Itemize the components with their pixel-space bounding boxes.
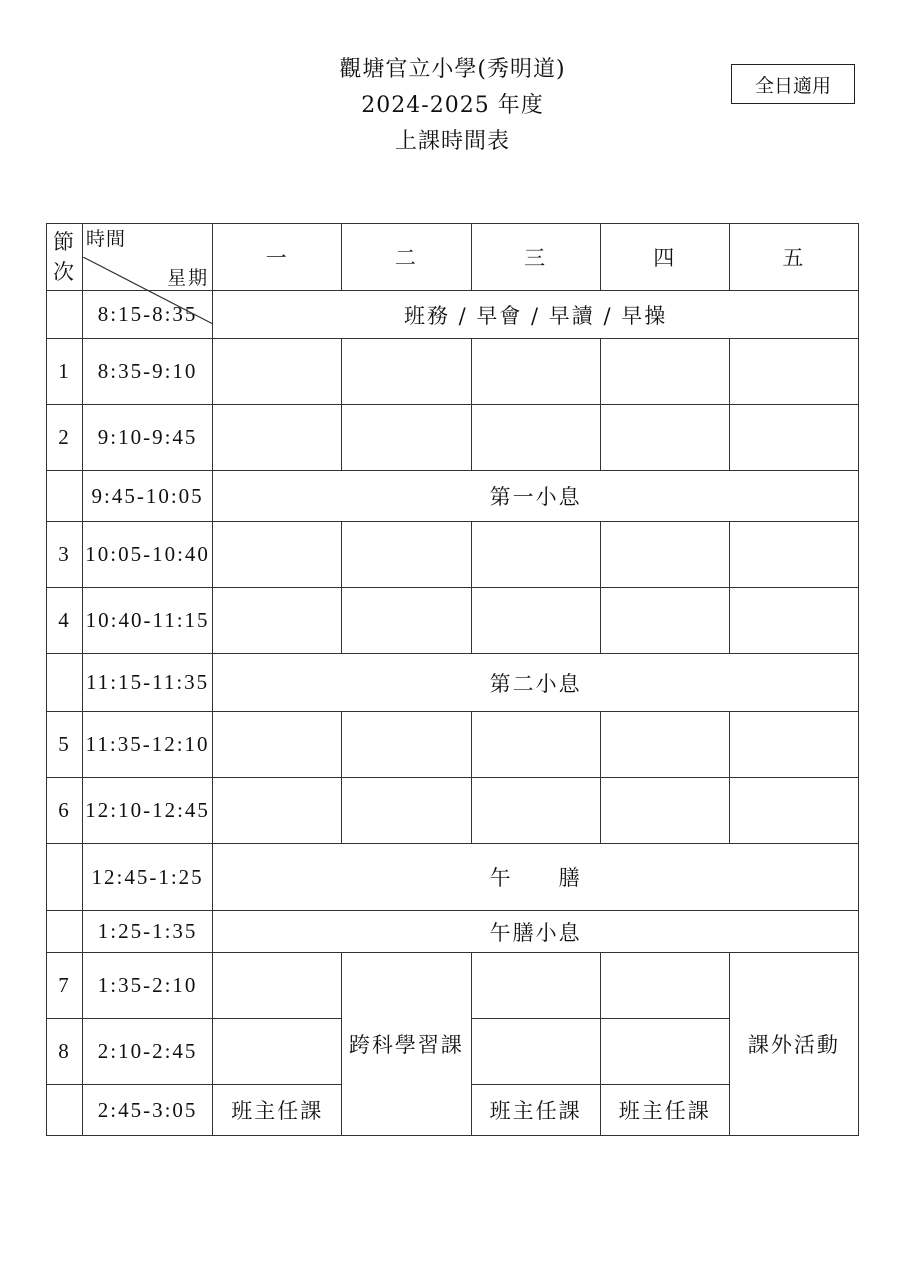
period-number [47,844,83,911]
time-slot: 1:25-1:35 [83,911,213,953]
time-slot: 11:35-12:10 [83,712,213,778]
day-header-tue: 二 [342,224,471,291]
period-number: 2 [47,405,83,471]
lesson-cell [342,712,471,778]
lesson-cell [342,405,471,471]
period-number: 7 [47,953,83,1019]
time-slot: 12:45-1:25 [83,844,213,911]
lesson-cell [471,778,600,844]
lesson-cell [213,588,342,654]
lesson-cell [471,1019,600,1085]
period-number [47,471,83,522]
table-row [47,778,859,844]
corner-cell [83,224,213,291]
period-number [47,911,83,953]
lesson-cell [729,588,858,654]
period-number: 8 [47,1019,83,1085]
lesson-cell [600,1019,729,1085]
time-slot: 12:10-12:45 [83,778,213,844]
table-row [47,588,859,654]
time-slot: 9:10-9:45 [83,405,213,471]
period-number: 3 [47,522,83,588]
period-number: 1 [47,339,83,405]
period-number [47,1085,83,1136]
time-label: 時間 [86,228,127,250]
lesson-cell [600,588,729,654]
lesson-cell [213,712,342,778]
morning-assembly: 班務 / 早會 / 早讀 / 早操 [213,291,859,339]
lesson-cell [471,405,600,471]
lesson-cell [342,522,471,588]
cross-curricular-block: 跨科學習課 [342,953,471,1136]
class-teacher-period-wed: 班主任課 [471,1085,600,1136]
table-row [47,911,859,953]
lesson-cell [342,339,471,405]
time-slot: 9:45-10:05 [83,471,213,522]
page-title: 上課時間表 [394,129,510,154]
lunch: 午 膳 [213,844,859,911]
table-row [47,712,859,778]
weekday-label: 星期 [167,267,210,289]
time-slot: 8:35-9:10 [83,339,213,405]
lesson-cell [471,712,600,778]
day-header-fri: 五 [729,224,858,291]
time-slot: 1:35-2:10 [83,953,213,1019]
lesson-cell [471,953,600,1019]
table-row [47,471,859,522]
time-slot: 2:10-2:45 [83,1019,213,1085]
time-slot: 10:05-10:40 [83,522,213,588]
lesson-cell [213,405,342,471]
extracurricular-block: 課外活動 [729,953,858,1136]
day-header-mon: 一 [213,224,342,291]
period-number [47,654,83,712]
lesson-cell [342,778,471,844]
table-row [47,339,859,405]
time-slot: 10:40-11:15 [83,588,213,654]
table-row [47,654,859,712]
period-number: 6 [47,778,83,844]
lesson-cell [471,339,600,405]
lesson-cell [729,712,858,778]
lesson-cell [600,712,729,778]
timetable [46,223,859,1136]
class-teacher-period-thu: 班主任課 [600,1085,729,1136]
period-number: 4 [47,588,83,654]
lesson-cell [729,339,858,405]
lesson-cell [729,522,858,588]
lesson-cell [471,522,600,588]
day-header-wed: 三 [471,224,600,291]
lesson-cell [213,339,342,405]
period-header: 節 次 [47,224,83,291]
lesson-cell [213,953,342,1019]
period-number [47,291,83,339]
table-row [47,844,859,911]
time-slot: 11:15-11:35 [83,654,213,712]
lesson-cell [729,405,858,471]
table-row [47,953,859,1019]
header-row [47,224,859,291]
lesson-cell [600,778,729,844]
table-row [47,405,859,471]
day-header-thu: 四 [600,224,729,291]
lesson-cell [471,588,600,654]
lesson-cell [600,522,729,588]
lesson-cell [600,953,729,1019]
school-year: 2024-2025 年度 [361,93,544,118]
recess-1: 第一小息 [213,471,859,522]
recess-2: 第二小息 [213,654,859,712]
period-number: 5 [47,712,83,778]
lesson-cell [213,778,342,844]
lesson-cell [729,778,858,844]
lesson-cell [600,405,729,471]
time-slot: 8:15-8:35 [83,291,213,339]
lesson-cell [213,522,342,588]
lunch-recess: 午膳小息 [213,911,859,953]
lesson-cell [213,1019,342,1085]
time-slot: 2:45-3:05 [83,1085,213,1136]
applicability-badge: 全日適用 [731,64,855,104]
class-teacher-period-mon: 班主任課 [213,1085,342,1136]
table-row [47,522,859,588]
lesson-cell [600,339,729,405]
lesson-cell [342,588,471,654]
school-name: 觀塘官立小學(秀明道) [339,57,566,82]
